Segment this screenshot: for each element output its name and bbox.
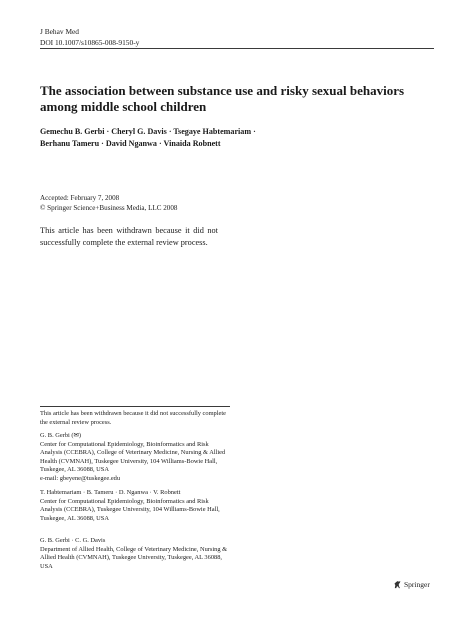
- copyright-line: © Springer Science+Business Media, LLC 2008: [40, 203, 178, 212]
- withdrawal-notice: This article has been withdrawn because it did not successfully complete the external review process.: [40, 226, 218, 247]
- author-list: [40, 126, 420, 149]
- footnote-withdrawal: This article has been withdrawn because it did not successfully complete the external review process.: [40, 410, 226, 426]
- publisher-logo: [393, 580, 430, 589]
- springer-horse-icon: [393, 580, 402, 589]
- doi: DOI 10.1007/s10865-008-9150-y: [40, 37, 140, 47]
- affiliation-1-names: G. B. Gerbi (✉): [40, 432, 82, 439]
- running-header: [40, 27, 139, 48]
- affiliation-1-email: e-mail: gbeyene@tuskegee.edu: [40, 474, 121, 482]
- journal-name: J Behav Med: [40, 27, 79, 36]
- affiliation-2-address: Center for Computational Epidemiology, Bioinformatics and Risk Analysis (CCEBRA), Tuskegee University, 104 Williams-Bowie Hall, Tuskegee, AL 36088, USA: [40, 497, 220, 522]
- affiliation-3: [40, 537, 230, 571]
- affiliation-3-address: Department of Allied Health, College of Veterinary Medicine, Nursing & Allied Health (CVMNAH), Tuskegee University, Tuskegee, AL 36088, USA: [40, 545, 228, 570]
- authors-line-2: Berhanu Tameru · David Nganwa · Vinaida Robnett: [40, 138, 221, 148]
- authors-line-1: Gemechu B. Gerbi · Cheryl G. Davis · Tsegaye Habtemariam ·: [40, 127, 256, 136]
- affiliation-2: [40, 489, 230, 523]
- publisher-name: Springer: [404, 580, 430, 589]
- affiliation-1: [40, 432, 230, 484]
- header-divider: [40, 48, 434, 49]
- publication-info: [40, 194, 177, 213]
- footnote-divider: [40, 406, 230, 407]
- affiliation-1-address: Center for Computational Epidemiology, Bioinformatics and Risk Analysis (CCEBRA), College of Veterinary Medicine, Nursing & Allied Health (CVMNAH), Tuskegee University, 104 Williams-Bowie Hall, Tuskegee, AL 36088, USA: [40, 440, 226, 474]
- accepted-date: Accepted: February 7, 2008: [40, 194, 120, 202]
- affiliation-2-names: T. Habtemariam · B. Tameru · D. Nganwa · V. Robnett: [40, 489, 181, 496]
- article-title: The association between substance use and risky sexual behaviors among middle school children: [40, 83, 405, 114]
- affiliation-3-names: G. B. Gerbi · C. G. Davis: [40, 537, 106, 544]
